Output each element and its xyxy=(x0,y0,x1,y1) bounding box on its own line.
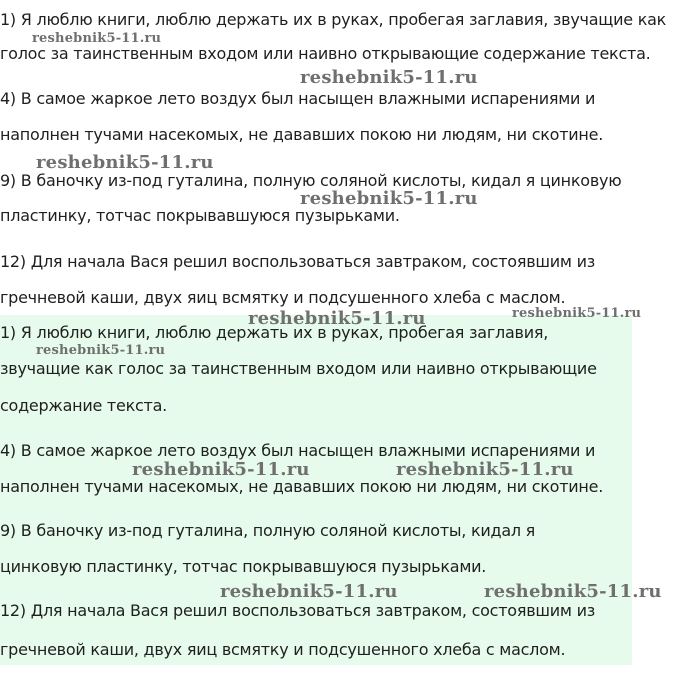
watermark: reshebnik5-11.ru xyxy=(32,31,162,46)
text-line: наполнен тучами насекомых, не дававших покою ни людям, ни скотине. xyxy=(0,477,604,496)
watermark: reshebnik5-11.ru xyxy=(396,459,574,480)
watermark: reshebnik5-11.ru xyxy=(220,581,398,602)
watermark: reshebnik5-11.ru xyxy=(248,308,426,329)
text-line: гречневой каши, двух яиц всмятку и подсушенного хлеба с маслом. xyxy=(0,640,566,659)
text-line: 1) Я люблю книги, люблю держать их в руках, пробегая заглавия, xyxy=(0,323,549,342)
watermark: reshebnik5-11.ru xyxy=(132,459,310,480)
text-line: 4) В самое жаркое лето воздух был насыщен влажными испарениями и xyxy=(0,89,596,108)
watermark: reshebnik5-11.ru xyxy=(484,581,662,602)
watermark: reshebnik5-11.ru xyxy=(512,306,642,321)
watermark: reshebnik5-11.ru xyxy=(36,152,214,173)
text-line: наполнен тучами насекомых, не дававших покою ни людям, ни скотине. xyxy=(0,125,604,144)
text-line: 9) В баночку из-под гуталина, полную соляной кислоты, кидал я xyxy=(0,521,536,540)
text-line: 1) Я люблю книги, люблю держать их в руках, пробегая заглавия, звучащие как xyxy=(0,10,667,29)
text-line: звучащие как голос за таинственным входом или наивно открывающие xyxy=(0,359,597,378)
text-line: цинковую пластинку, тотчас покрывавшуюся пузырьками. xyxy=(0,557,487,576)
text-line: 9) В баночку из-под гуталина, полную соляной кислоты, кидал я цинковую xyxy=(0,171,622,190)
text-line: 12) Для начала Вася решил воспользоваться завтраком, состоявшим из xyxy=(0,252,595,271)
watermark: reshebnik5-11.ru xyxy=(36,343,166,358)
watermark: reshebnik5-11.ru xyxy=(300,67,478,88)
text-line: 12) Для начала Вася решил воспользоваться завтраком, состоявшим из xyxy=(0,601,595,620)
text-line: 4) В самое жаркое лето воздух был насыщен влажными испарениями и xyxy=(0,441,596,460)
text-line: гречневой каши, двух яиц всмятку и подсушенного хлеба с маслом. xyxy=(0,288,566,307)
text-line: содержание текста. xyxy=(0,396,167,415)
text-line: пластинку, тотчас покрывавшуюся пузырьками. xyxy=(0,206,400,225)
watermark: reshebnik5-11.ru xyxy=(300,188,478,209)
text-line: голос за таинственным входом или наивно открывающие содержание текста. xyxy=(0,44,651,63)
